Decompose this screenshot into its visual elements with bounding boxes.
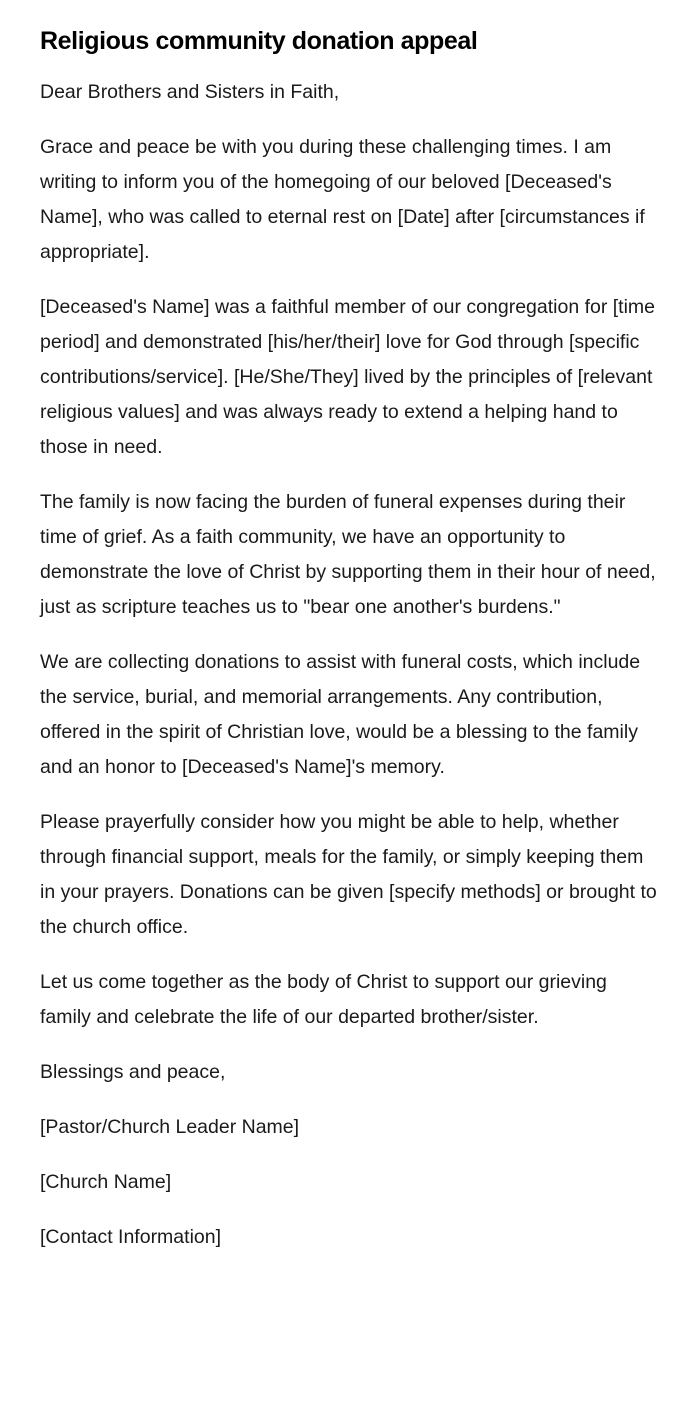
signature-contact: [Contact Information] [40,1226,222,1248]
letter-title: Religious community donation appeal [40,27,478,55]
body-paragraph: [Deceased's Name] was a faithful member of our congregation for [time period] and demonstrated [his/her/their] love for God through [specific contributions/service]. [He/She/They] lived by the principles of [relevant religious values] and was always ready to extend a helping hand to those in need. [40,296,656,458]
body-paragraph: Let us come together as the body of Christ to support our grieving family and celebrate the life of our departed brother/sister. [40,971,607,1028]
body-paragraph: Please prayerfully consider how you might be able to help, whether through financial support, meals for the family, or simply keeping them in your prayers. Donations can be given [specify methods] or brought to the church office. [40,811,657,938]
signature-church-name: [Church Name] [40,1171,172,1193]
signature-leader-name: [Pastor/Church Leader Name] [40,1116,300,1138]
body-paragraph: Grace and peace be with you during these challenging times. I am writing to inform you of the homegoing of our beloved [Deceased's Name], who was called to eternal rest on [Date] after [circumstances if appropriate]. [40,136,645,263]
salutation: Dear Brothers and Sisters in Faith, [40,81,340,103]
body-paragraph: The family is now facing the burden of funeral expenses during their time of grief. As a faith community, we have an opportunity to demonstrate the love of Christ by supporting them in their hour of need, just as scripture teaches us to "bear one another's burdens." [40,491,656,618]
closing: Blessings and peace, [40,1061,226,1083]
body-paragraph: We are collecting donations to assist with funeral costs, which include the service, burial, and memorial arrangements. Any contribution, offered in the spirit of Christian love, would be a blessing to the family and an honor to [Deceased's Name]'s memory. [40,651,641,778]
